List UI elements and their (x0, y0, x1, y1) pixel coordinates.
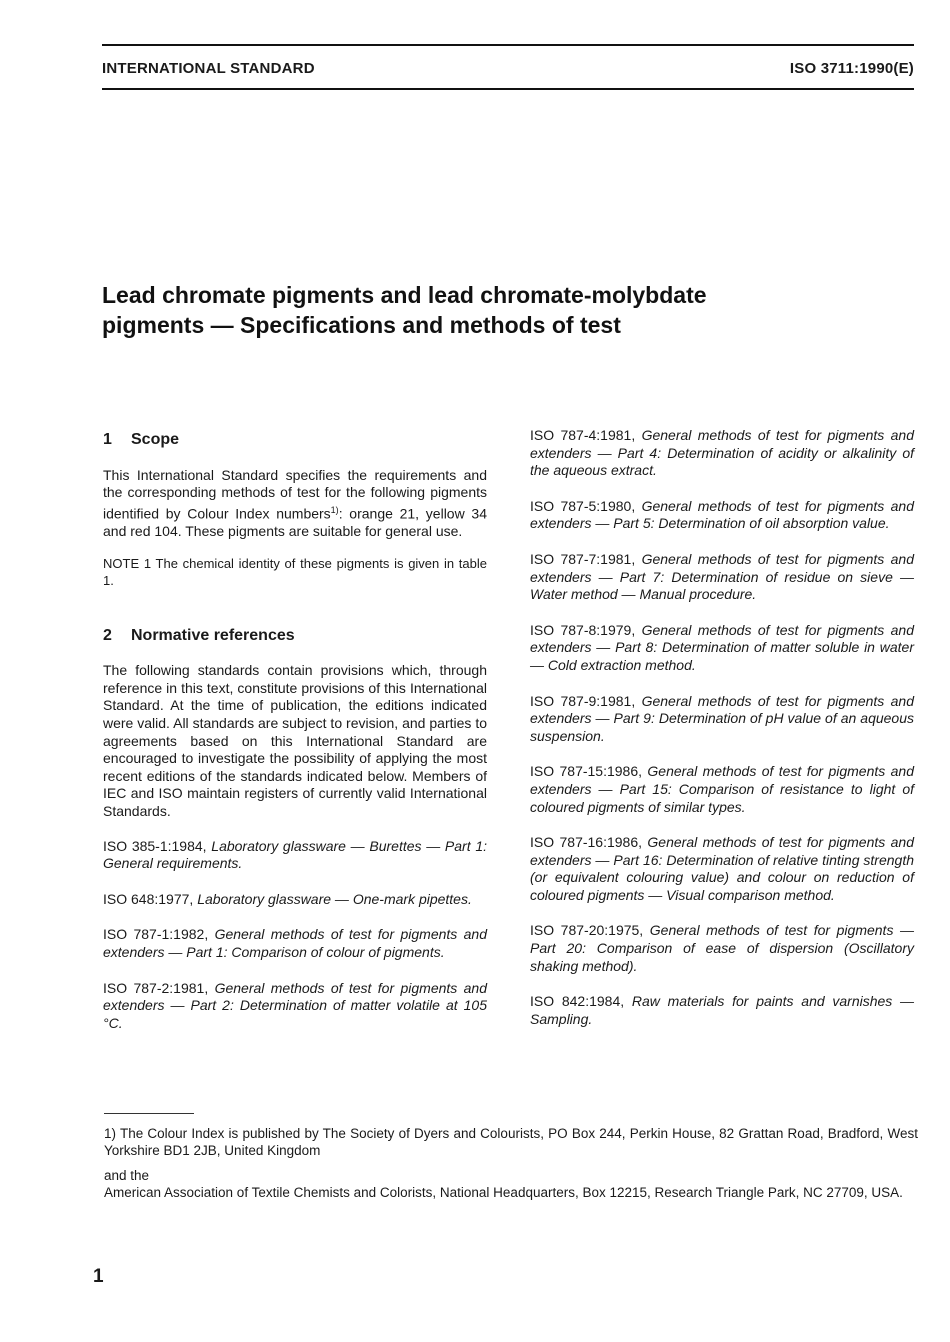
top-rule (102, 44, 914, 46)
reference-code: ISO 787-8:1979, (530, 621, 636, 638)
reference-item (530, 622, 914, 675)
reference-title: General methods of test for pigments and extenders — Part 8: Determination of matter soluble in water — Cold extraction method. (530, 621, 915, 673)
footnote (104, 1125, 918, 1201)
footnote-and: and the (104, 1168, 150, 1183)
reference-code: ISO 842:1984, (530, 993, 625, 1010)
reference-title: General methods of test for pigments — Part 20: Comparison of ease of dispersion (Oscillatory shaking method). (530, 922, 914, 974)
reference-item (103, 926, 487, 961)
scope-body (103, 467, 487, 541)
scope-body-text-2: : orange 21, yellow 34 and red 104. These pigments are suitable for general use. (103, 505, 487, 540)
reference-code: ISO 787-9:1981, (530, 692, 636, 709)
reference-item (530, 693, 914, 746)
reference-title: General methods of test for pigments and extenders — Part 1: Comparison of colour of pigments. (103, 926, 488, 960)
reference-code: ISO 787-16:1986, (530, 834, 643, 851)
reference-title: General methods of test for pigments and extenders — Part 5: Determination of oil absorption value. (530, 497, 915, 532)
reference-title: Laboratory glassware — Burettes — Part 1: General requirements. (103, 837, 487, 872)
reference-code: ISO 787-1:1982, (103, 926, 209, 943)
document-title (102, 280, 862, 340)
reference-code: ISO 648:1977, (103, 890, 194, 907)
reference-title: General methods of test for pigments and extenders — Part 4: Determination of acidity or alkalinity of the aqueous extract. (530, 427, 915, 479)
reference-item (103, 891, 487, 909)
scope-note: NOTE 1 The chemical identity of these pigments is given in table 1. (103, 555, 487, 588)
header-document-id: ISO 3711:1990(E) (789, 60, 914, 77)
reference-item (103, 838, 487, 873)
reference-title: General methods of test for pigments and extenders — Part 2: Determination of matter volatile at 105 °C. (103, 979, 488, 1031)
scope-heading-text: Scope (131, 431, 180, 448)
reference-title: General methods of test for pigments and extenders — Part 15: Comparison of resistance to light of coloured pigments of similar types. (530, 763, 914, 815)
scope-body-text: This International Standard specifies the requirements and the corresponding methods of test for the following pigments identified by Colour Index numbers (103, 466, 487, 522)
reference-title: Raw materials for paints and varnishes — Sampling. (530, 993, 915, 1027)
reference-code: ISO 787-5:1980, (530, 497, 636, 514)
references-right-list (530, 427, 914, 1028)
references-left-list (103, 838, 487, 1033)
title-line-1: Lead chromate pigments and lead chromate-molybdate (102, 282, 707, 308)
reference-code: ISO 787-7:1981, (530, 550, 636, 567)
reference-code: ISO 787-2:1981, (103, 979, 209, 996)
reference-code: ISO 787-4:1981, (530, 427, 636, 443)
scope-heading (103, 431, 487, 449)
reference-item (530, 834, 914, 904)
reference-item (530, 922, 914, 975)
reference-title: General methods of test for pigments and extenders — Part 16: Determination of relative tinting strength (or equivalent colouring value) and colour on reduction of coloured pigments — Visual comparison method. (530, 834, 914, 903)
reference-item (530, 763, 914, 816)
reference-item (530, 993, 914, 1028)
footnote-text-1: 1) The Colour Index is published by The Society of Dyers and Colourists, PO Box 244, Perkin House, 82 Grattan Road, Bradford, West Yorkshire BD1 2JB, United Kingdom (104, 1126, 918, 1158)
normative-number: 2 (103, 626, 112, 644)
footnote-separator (104, 1113, 194, 1114)
reference-code: ISO 787-15:1986, (530, 763, 643, 780)
reference-item (530, 498, 914, 533)
footnote-marker[interactable]: 1) (330, 504, 339, 515)
reference-item (530, 551, 914, 604)
reference-title: Laboratory glassware — One-mark pipettes. (197, 890, 472, 907)
page-number: 1 (93, 1266, 104, 1287)
reference-code: ISO 787-20:1975, (530, 922, 644, 939)
reference-item (530, 427, 914, 480)
header-rule (102, 88, 914, 90)
footnote-text-2: American Association of Textile Chemists and Colorists, National Headquarters, Box 12215, Research Triangle Park, NC 27709, USA. (104, 1185, 903, 1200)
reference-title: General methods of test for pigments and extenders — Part 9: Determination of pH value of an aqueous suspension. (530, 692, 915, 744)
scope-number: 1 (103, 431, 112, 448)
normative-heading-text: Normative references (131, 626, 295, 644)
normative-heading (103, 627, 487, 645)
reference-item (103, 980, 487, 1033)
right-column (530, 427, 914, 1046)
header-standard-label: INTERNATIONAL STANDARD (102, 60, 315, 77)
left-column (103, 431, 487, 1050)
normative-body: The following standards contain provisions which, through reference in this text, constitute provisions of this International Standard. At the time of publication, the editions indicated were valid. All standards are subject to revision, and parties to agreements based on this International Standard are encouraged to investigate the possibility of applying the most recent editions of the standards indicated below. Members of IEC and ISO maintain registers of currently valid International Standards. (103, 662, 487, 819)
title-line-2: pigments — Specifications and methods of test (102, 312, 621, 338)
reference-title: General methods of test for pigments and extenders — Part 7: Determination of residue on sieve — Water method — Manual procedure. (530, 550, 915, 603)
reference-code: ISO 385-1:1984, (103, 837, 207, 854)
